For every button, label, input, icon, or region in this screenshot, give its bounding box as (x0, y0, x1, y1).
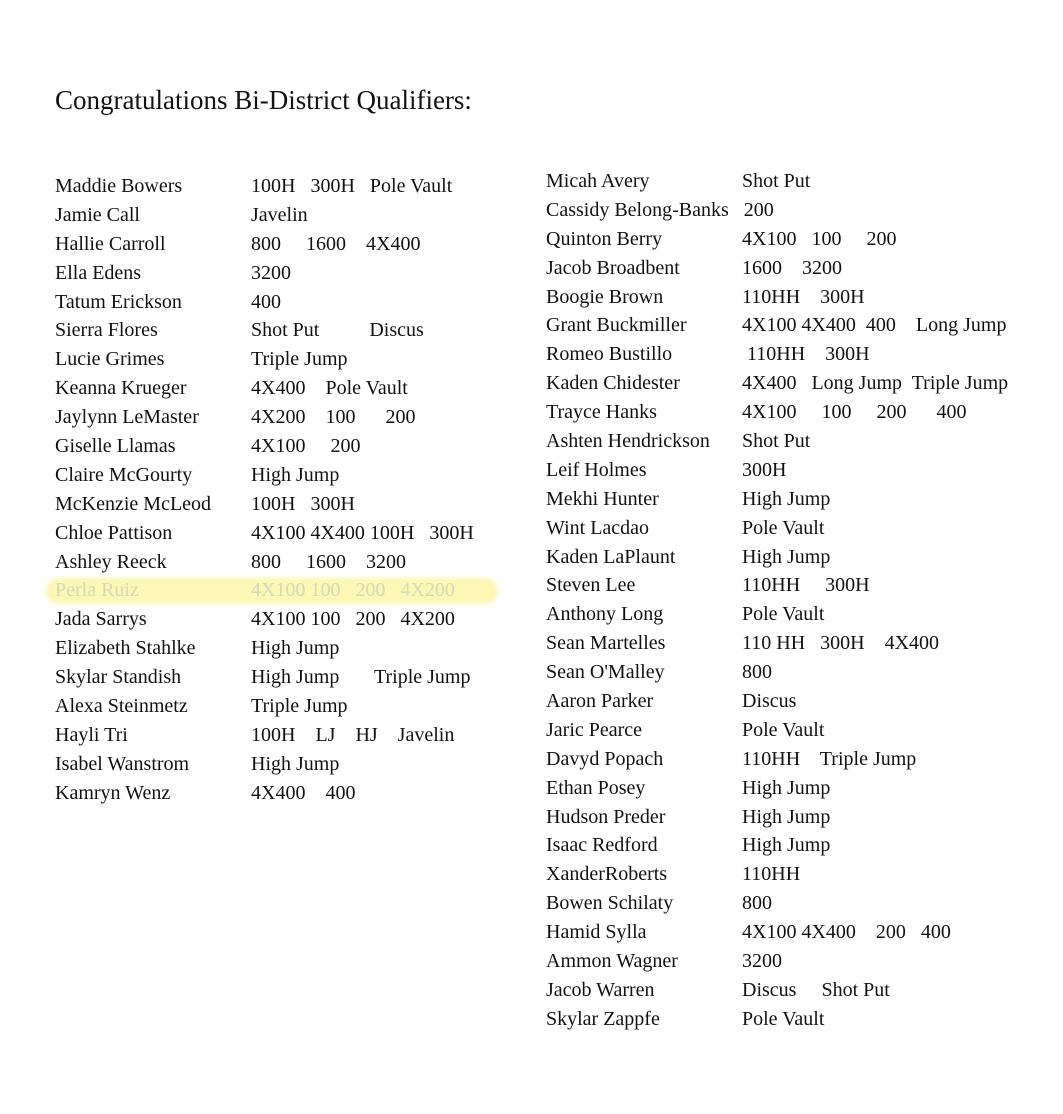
athlete-events: 110HH Triple Jump (742, 747, 917, 770)
athlete-events: Triple Jump (251, 695, 348, 718)
athlete-events: High Jump (742, 545, 831, 568)
athlete-name: Boogie Brown (546, 285, 664, 308)
athlete-name: Anthony Long (546, 603, 664, 626)
athlete-events: 4X100 100 200 400 (742, 401, 967, 424)
athlete-name: Cassidy Belong-Banks 200 (546, 198, 774, 221)
athlete-events: Discus Shot Put (742, 978, 890, 1001)
athlete-name: Leif Holmes (546, 458, 647, 481)
athlete-name: Ella Edens (55, 261, 142, 284)
athlete-name: Ammon Wagner (546, 950, 678, 973)
athlete-name: Quinton Berry (546, 227, 663, 250)
athlete-name: Romeo Bustillo (546, 343, 673, 366)
athlete-events: 800 (742, 892, 772, 915)
athlete-events: 4X100 4X400 100H 300H (251, 521, 474, 544)
athlete-events: 1600 3200 (742, 256, 842, 279)
athlete-events: Pole Vault (742, 603, 825, 626)
athlete-events: High Jump (251, 637, 340, 660)
athlete-events: High Jump (251, 752, 340, 775)
athlete-events: 400 (251, 290, 281, 313)
athlete-name: Isaac Redford (546, 834, 658, 857)
athlete-name: Jacob Broadbent (546, 256, 680, 279)
athlete-events: 100H 300H (251, 492, 355, 515)
athlete-events: High Jump (742, 776, 831, 799)
athlete-events: 300H (742, 458, 787, 481)
athlete-name: Kaden Chidester (546, 372, 680, 395)
athlete-name: Claire McGourty (55, 463, 193, 486)
athlete-events: 110HH 300H (742, 574, 870, 597)
athlete-name: Davyd Popach (546, 747, 664, 770)
athlete-name: Perla Ruiz (55, 579, 139, 602)
athlete-events: 3200 (251, 261, 291, 284)
athlete-events: Triple Jump (251, 348, 348, 371)
athlete-events: High Jump (742, 805, 831, 828)
athlete-events: 4X400 400 (251, 781, 356, 804)
athlete-events: 110HH 300H (742, 285, 865, 308)
athlete-events: 4X400 Long Jump Triple Jump (742, 372, 1009, 395)
athlete-name: Ashten Hendrickson (546, 430, 710, 453)
athlete-events: 4X100 100 200 (742, 227, 897, 250)
athlete-events: 110HH 300H (742, 343, 870, 366)
athlete-events: 4X100 100 200 4X200 (251, 608, 455, 631)
athlete-name: Elizabeth Stahlke (55, 637, 196, 660)
athlete-name: Maddie Bowers (55, 175, 183, 197)
athlete-name: Ethan Posey (546, 776, 646, 799)
athlete-events: Pole Vault (742, 1007, 825, 1030)
athlete-events: 4X100 200 (251, 435, 361, 458)
page-title: Congratulations Bi-District Qualifiers: (55, 85, 472, 115)
athlete-name: Ashley Reeck (55, 550, 167, 573)
athlete-events: 800 (742, 661, 772, 684)
athlete-name: Hamid Sylla (546, 921, 647, 944)
athlete-name: Wint Lacdao (546, 516, 650, 539)
athlete-events: 4X200 100 200 (251, 406, 416, 429)
athlete-name: XanderRoberts (546, 863, 668, 886)
athlete-events: 800 1600 4X400 (251, 232, 421, 255)
athlete-events: High Jump (742, 487, 831, 510)
athlete-events: 110 HH 300H 4X400 (742, 632, 940, 655)
athlete-name: Skylar Standish (55, 666, 182, 689)
athlete-name: Steven Lee (546, 574, 636, 597)
athlete-name: Jaric Pearce (546, 718, 643, 741)
athlete-events: High Jump (742, 834, 831, 857)
athlete-name: Trayce Hanks (546, 401, 657, 424)
athlete-name: Hayli Tri (55, 723, 128, 746)
athlete-name: Hudson Preder (546, 805, 666, 828)
athlete-name: Giselle Llamas (55, 435, 176, 458)
athlete-name: Grant Buckmiller (546, 314, 687, 337)
athlete-name: Tatum Erickson (55, 290, 182, 313)
athlete-name: Lucie Grimes (55, 348, 165, 371)
athlete-name: Kamryn Wenz (55, 781, 171, 804)
athlete-name: Jada Sarrys (55, 608, 147, 631)
athlete-name: Sean Martelles (546, 632, 666, 655)
athlete-name: Micah Avery (546, 170, 650, 192)
athlete-events: Javelin (251, 203, 308, 226)
athlete-name: Hallie Carroll (55, 232, 166, 255)
athlete-name: Alexa Steinmetz (55, 695, 188, 718)
athlete-events: Discus (742, 690, 797, 713)
athlete-name: Aaron Parker (546, 690, 654, 713)
athlete-events: 800 1600 3200 (251, 550, 406, 573)
athlete-name: Sierra Flores (55, 319, 158, 342)
athlete-name: Kaden LaPlaunt (546, 545, 676, 568)
athlete-events: Pole Vault (742, 718, 825, 741)
athlete-events: 100H 300H Pole Vault (251, 175, 453, 197)
athlete-name: Skylar Zappfe (546, 1007, 660, 1030)
athlete-name: Isabel Wanstrom (55, 752, 190, 775)
athlete-name: Jacob Warren (546, 978, 655, 1001)
athlete-events: 110HH (742, 863, 801, 886)
athlete-name: Jaylynn LeMaster (55, 406, 199, 429)
athlete-name: Mekhi Hunter (546, 487, 659, 510)
athlete-events: Shot Put (742, 170, 811, 192)
athlete-events: High Jump (251, 463, 340, 486)
athlete-name: Bowen Schilaty (546, 892, 674, 915)
athlete-events: 3200 (742, 950, 782, 973)
athlete-events: High Jump Triple Jump (251, 666, 471, 689)
athlete-events: Pole Vault (742, 516, 825, 539)
athlete-name: Jamie Call (55, 203, 140, 226)
athlete-events: 4X100 4X400 200 400 (742, 921, 951, 944)
athlete-events: Shot Put (742, 430, 811, 453)
athlete-name: McKenzie McLeod (55, 492, 212, 515)
athlete-name: Sean O'Malley (546, 661, 665, 684)
athlete-events: 4X400 Pole Vault (251, 377, 408, 400)
athlete-name: Chloe Pattison (55, 521, 173, 544)
athlete-events: 100H LJ HJ Javelin (251, 723, 455, 746)
athlete-name: Keanna Krueger (55, 377, 187, 400)
athlete-events: Shot Put Discus (251, 319, 424, 342)
athlete-events: 4X100 4X400 400 Long Jump (742, 314, 1007, 337)
athlete-events: 4X100 100 200 4X200 (251, 579, 455, 602)
